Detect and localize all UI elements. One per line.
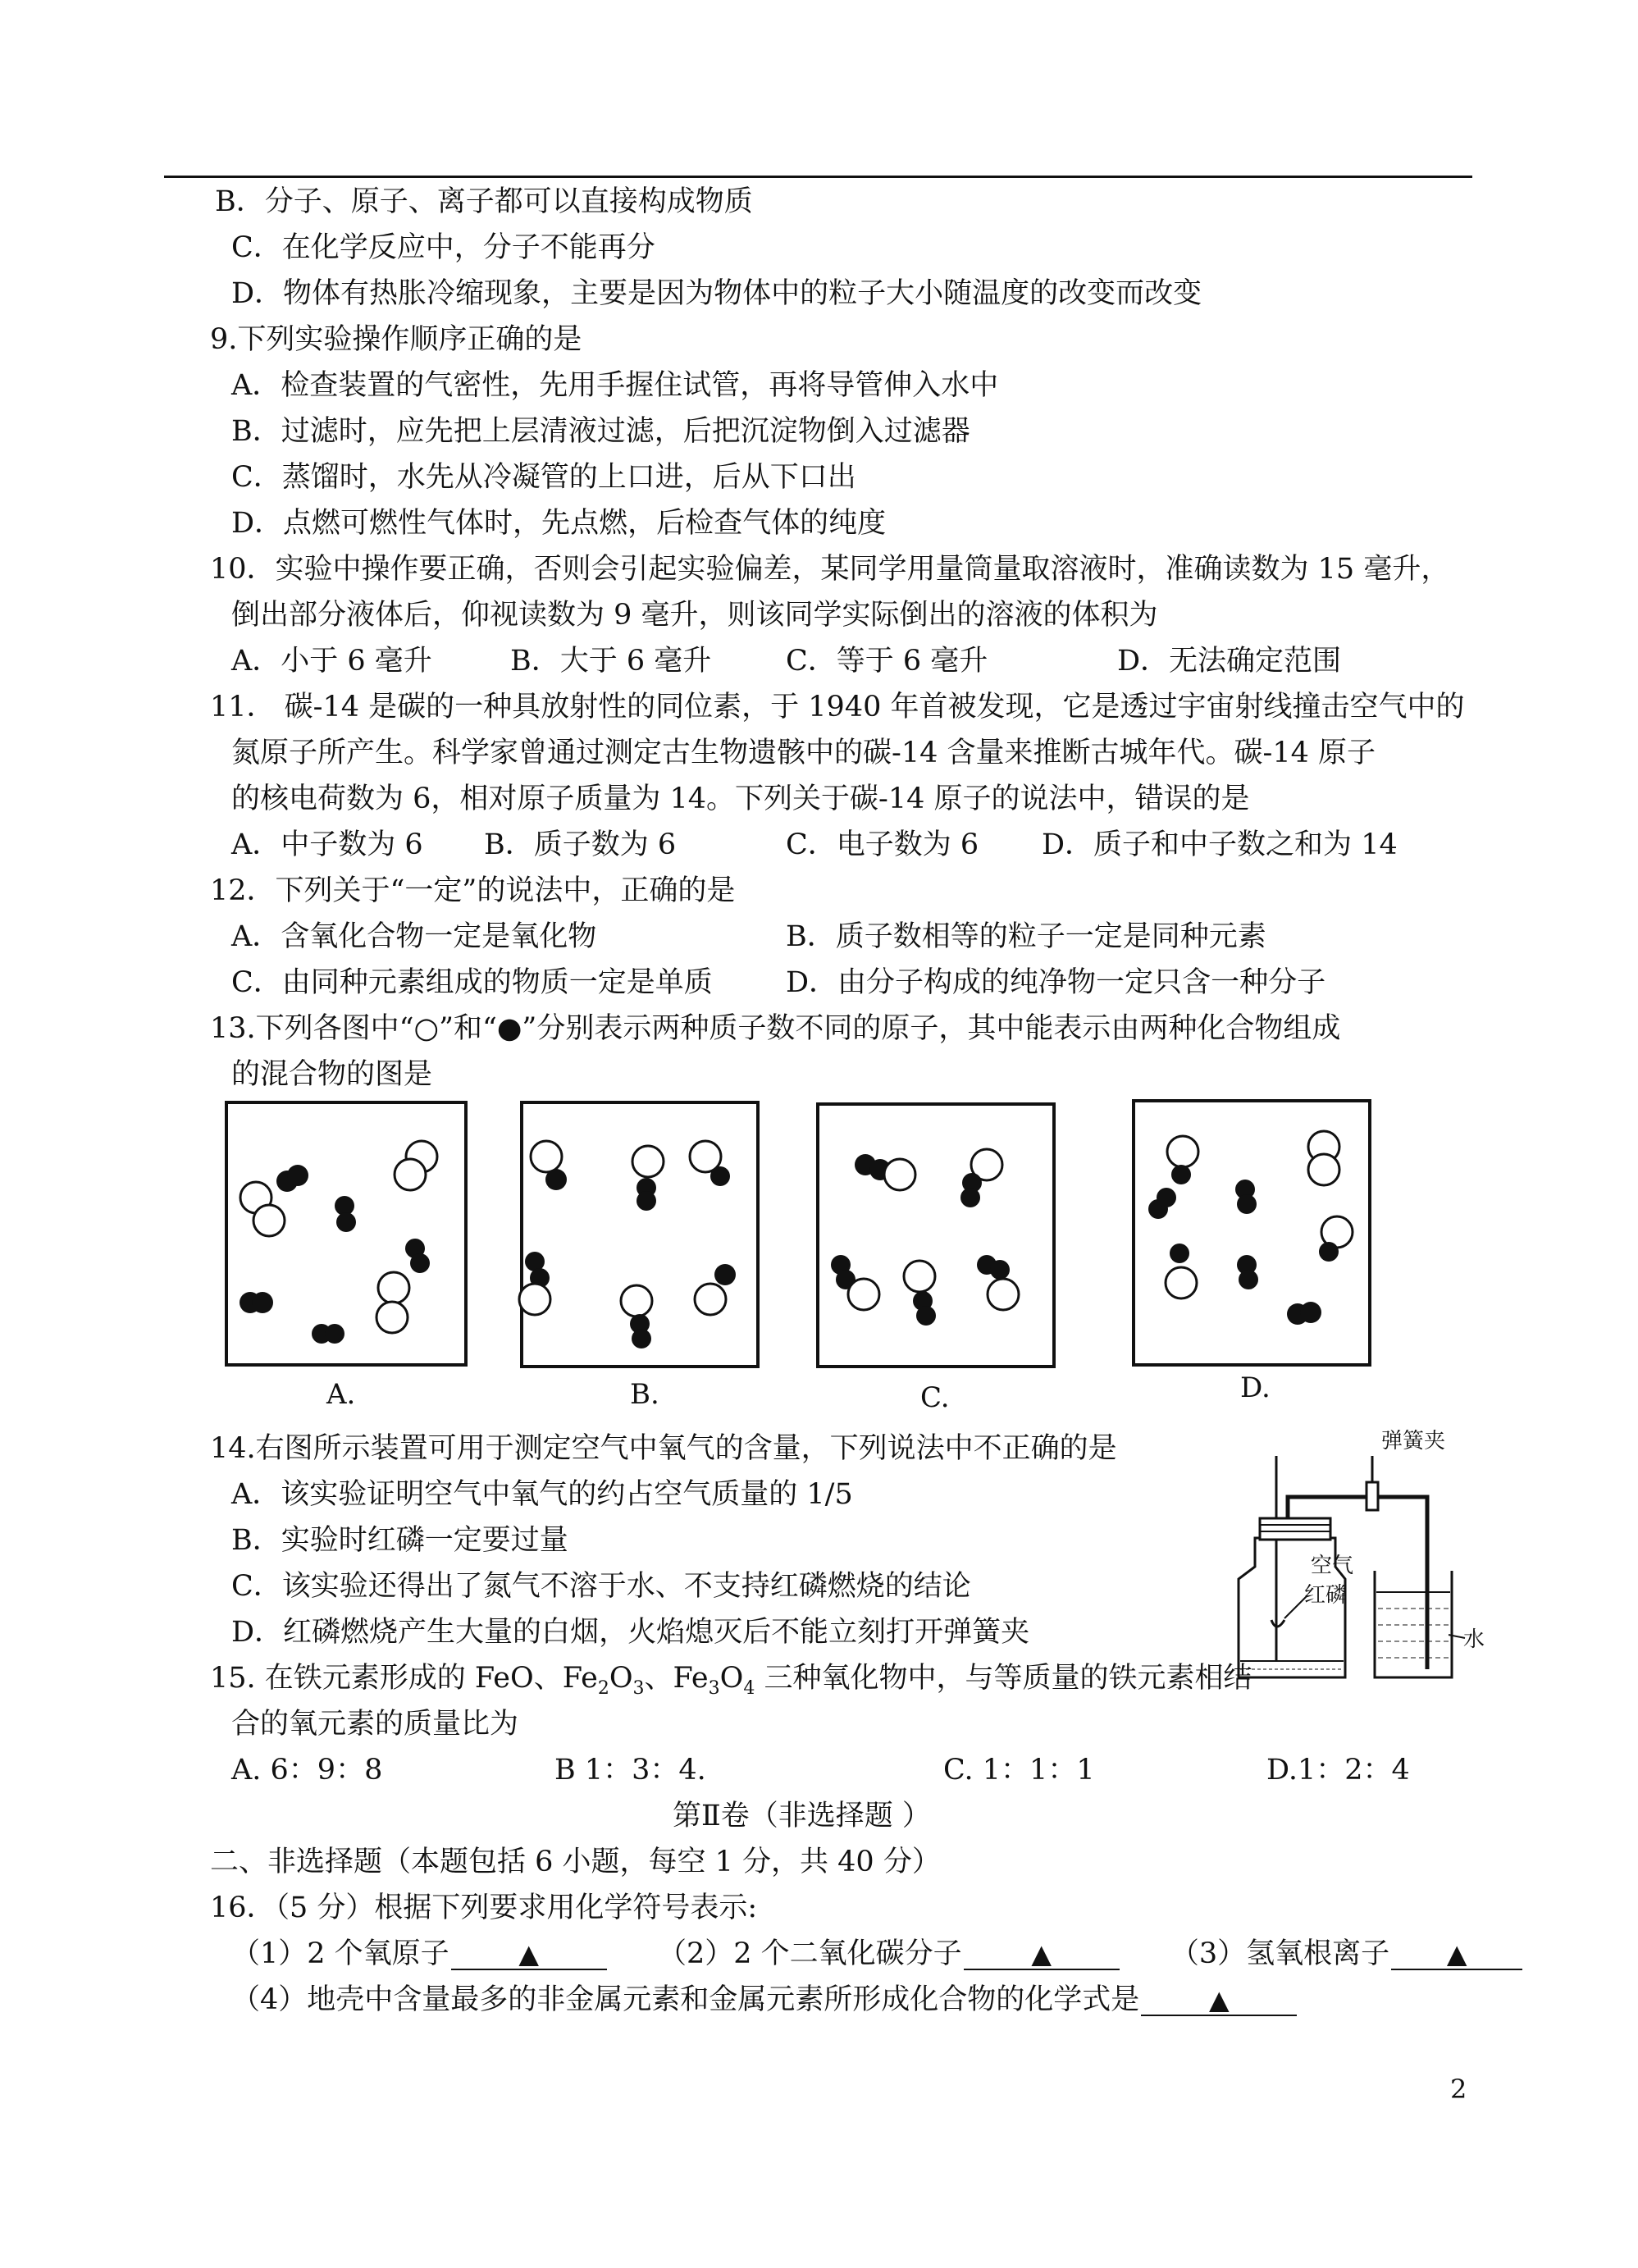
hollow-atom	[531, 1141, 562, 1172]
q10-option-a: A．小于 6 毫升	[231, 645, 432, 678]
q12-option-b: B．质子数相等的粒子一定是同种元素	[786, 920, 1266, 953]
q11-option-c: C．电子数为 6	[786, 828, 979, 861]
solid-atom	[636, 1191, 656, 1211]
q15-stem-2: 合的氧元素的质量比为	[231, 1708, 519, 1741]
solid-atom	[1157, 1188, 1176, 1207]
q11-stem-2: 氮原子所产生。科学家曾通过测定古生物遗骸中的碳-14 含量来推断古城年代。碳-14 原子	[231, 737, 1376, 769]
q13-particle-figures	[221, 1099, 1403, 1403]
hollow-atom	[848, 1279, 879, 1310]
section-two-heading: 二、非选择题（本题包括 6 小题，每空 1 分，共 40 分）	[210, 1846, 941, 1878]
q15-option-d: D.1：2：4	[1266, 1754, 1410, 1787]
q14-stem: 14.右图所示装置可用于测定空气中氧气的含量，下列说法中不正确的是	[210, 1432, 1117, 1465]
q13-label-b: B.	[630, 1378, 659, 1411]
q12-option-a: A．含氧化合物一定是氧化物	[231, 920, 597, 953]
q15-option-b: B 1：3：4.	[554, 1754, 706, 1787]
solid-atom	[1237, 1194, 1257, 1214]
hollow-atom	[1308, 1154, 1339, 1185]
hollow-atom	[378, 1272, 409, 1303]
q11-option-d: D．质子和中子数之和为 14	[1042, 828, 1398, 861]
q11-option-b: B．质子数为 6	[484, 828, 677, 861]
q16-stem: 16．（5 分）根据下列要求用化学符号表示:	[210, 1892, 758, 1924]
solid-atom	[336, 1212, 356, 1232]
q12-option-c: C．由同种元素组成的物质一定是单质	[231, 966, 713, 999]
hollow-atom	[632, 1146, 664, 1177]
hollow-atom	[1167, 1136, 1198, 1167]
q13-stem-2: 的混合物的图是	[231, 1058, 433, 1091]
q10-option-c: C．等于 6 毫升	[786, 645, 988, 678]
solid-atom	[1171, 1165, 1191, 1184]
q14-option-a: A．该实验证明空气中氧气的约占空气质量的 1/5	[231, 1478, 853, 1511]
q13-figure-c	[818, 1104, 1054, 1367]
q16-part-4: （4）地壳中含量最多的非金属元素和金属元素所形成化合物的化学式是 ▲	[231, 1982, 1297, 2018]
q8-option-c: C．在化学反应中，分子不能再分	[231, 231, 655, 264]
q13-figure-a	[226, 1102, 466, 1365]
q9-stem: 9.下列实验操作顺序正确的是	[210, 323, 582, 356]
q11-option-a: A．中子数为 6	[231, 828, 423, 861]
q12-stem: 12．下列关于“一定”的说法中，正确的是	[210, 874, 736, 907]
phosphorus-label: 红磷	[1304, 1583, 1348, 1608]
q16-part-2-label: （2）2 个二氧化碳分子	[657, 1937, 962, 1970]
solid-atom	[916, 1306, 936, 1326]
clamp-icon	[1367, 1482, 1378, 1510]
q9-option-c: C．蒸馏时，水先从冷凝管的上口进，后从下口出	[231, 461, 856, 494]
solid-atom	[1319, 1242, 1339, 1262]
solid-atom	[1300, 1302, 1321, 1323]
q11-stem-3: 的核电荷数为 6，相对原子质量为 14。下列关于碳-14 原子的说法中，错误的是	[231, 783, 1250, 815]
hollow-atom	[253, 1205, 285, 1236]
air-label: 空气	[1311, 1554, 1354, 1578]
q16-part-3-label: （3）氢氧根离子	[1170, 1937, 1390, 1970]
q8-option-b: B．分子、原子、离子都可以直接构成物质	[215, 185, 753, 218]
answer-blank[interactable]: ▲	[451, 1939, 607, 1970]
answer-blank[interactable]: ▲	[1141, 1985, 1297, 2016]
answer-blank[interactable]: ▲	[964, 1939, 1120, 1970]
q10-option-b: B．大于 6 毫升	[510, 645, 712, 678]
q13-figure-d	[1134, 1101, 1370, 1365]
solid-atom	[325, 1324, 344, 1344]
q8-option-d: D．物体有热胀冷缩现象，主要是因为物体中的粒子大小随温度的改变而改变	[231, 277, 1202, 310]
q15-stem-1: 15. 在铁元素形成的 FeO、$Fe_2O_3$、$Fe_3O_4$ 三种氧化物中，与等质量的铁元素相结	[210, 1662, 1252, 1699]
q15-option-c: C. 1：1：1	[943, 1754, 1095, 1787]
page-number: 2	[1450, 2074, 1467, 2105]
q15-option-a: A. 6：9：8	[231, 1754, 383, 1787]
hollow-atom	[1166, 1267, 1197, 1298]
solid-atom	[410, 1253, 430, 1273]
q10-stem-1: 10．实验中操作要正确，否则会引起实验偏差，某同学用量筒量取溶液时，准确读数为 15 毫升，	[210, 553, 1450, 586]
q9-option-a: A．检查装置的气密性，先用手握住试管，再将导管伸入水中	[231, 369, 999, 402]
clamp-label: 弹簧夹	[1381, 1429, 1446, 1453]
q12-option-d: D．由分子构成的纯净物一定只含一种分子	[786, 966, 1326, 999]
q13-stem-1: 13.下列各图中“○”和“●”分别表示两种质子数不同的原子，其中能表示由两种化合物组成	[210, 1012, 1341, 1045]
q13-label-c: C.	[920, 1381, 950, 1414]
solid-atom	[710, 1166, 730, 1186]
q9-option-b: B．过滤时，应先把上层清液过滤，后把沉淀物倒入过滤器	[231, 415, 970, 448]
q14-option-d: D．红磷燃烧产生大量的白烟，火焰熄灭后不能立刻打开弹簧夹	[231, 1616, 1030, 1649]
q10-stem-2: 倒出部分液体后，仰视读数为 9 毫升，则该同学实际倒出的溶液的体积为	[231, 599, 1158, 632]
hollow-atom	[904, 1261, 935, 1292]
q10-option-d: D．无法确定范围	[1117, 645, 1342, 678]
q13-figure-b	[519, 1102, 758, 1367]
hollow-atom	[884, 1159, 915, 1190]
solid-atom	[1170, 1244, 1189, 1263]
hollow-atom	[695, 1284, 726, 1315]
solid-atom	[287, 1165, 308, 1186]
q14-option-c: C．该实验还得出了氮气不溶于水、不支持红磷燃烧的结论	[231, 1570, 971, 1603]
water-label: 水	[1463, 1627, 1485, 1652]
solid-atom	[545, 1169, 567, 1190]
solid-atom	[632, 1329, 651, 1348]
q14-apparatus	[1206, 1423, 1485, 1694]
part-two-title: 第Ⅱ卷（非选择题 ）	[673, 1800, 931, 1832]
answer-blank[interactable]: ▲	[1391, 1939, 1522, 1970]
solid-atom	[960, 1188, 980, 1207]
q11-stem-1: 11． 碳-14 是碳的一种具放射性的同位素，于 1940 年首被发现，它是透过宇宙射线撞击空气中的	[210, 691, 1465, 723]
hollow-atom	[988, 1279, 1019, 1310]
q14-option-b: B．实验时红磷一定要过量	[231, 1524, 568, 1557]
solid-atom	[252, 1292, 273, 1313]
solid-atom	[1239, 1270, 1258, 1289]
q13-label-a: A.	[326, 1378, 356, 1411]
hollow-atom	[395, 1159, 426, 1190]
beaker-icon	[1375, 1571, 1452, 1677]
solid-atom	[990, 1260, 1010, 1280]
q13-label-d: D.	[1240, 1371, 1271, 1404]
q9-option-d: D．点燃可燃性气体时，先点燃，后检查气体的纯度	[231, 507, 887, 540]
solid-atom	[714, 1264, 736, 1285]
hollow-atom	[621, 1285, 652, 1317]
hollow-atom	[519, 1284, 550, 1315]
q16-part-1: （1）2 个氧原子 ▲ （2）2 个二氧化碳分子 ▲ （3）氢氧根离子 ▲	[231, 1936, 1522, 1972]
hollow-atom	[376, 1302, 408, 1333]
header-rule	[164, 176, 1472, 178]
